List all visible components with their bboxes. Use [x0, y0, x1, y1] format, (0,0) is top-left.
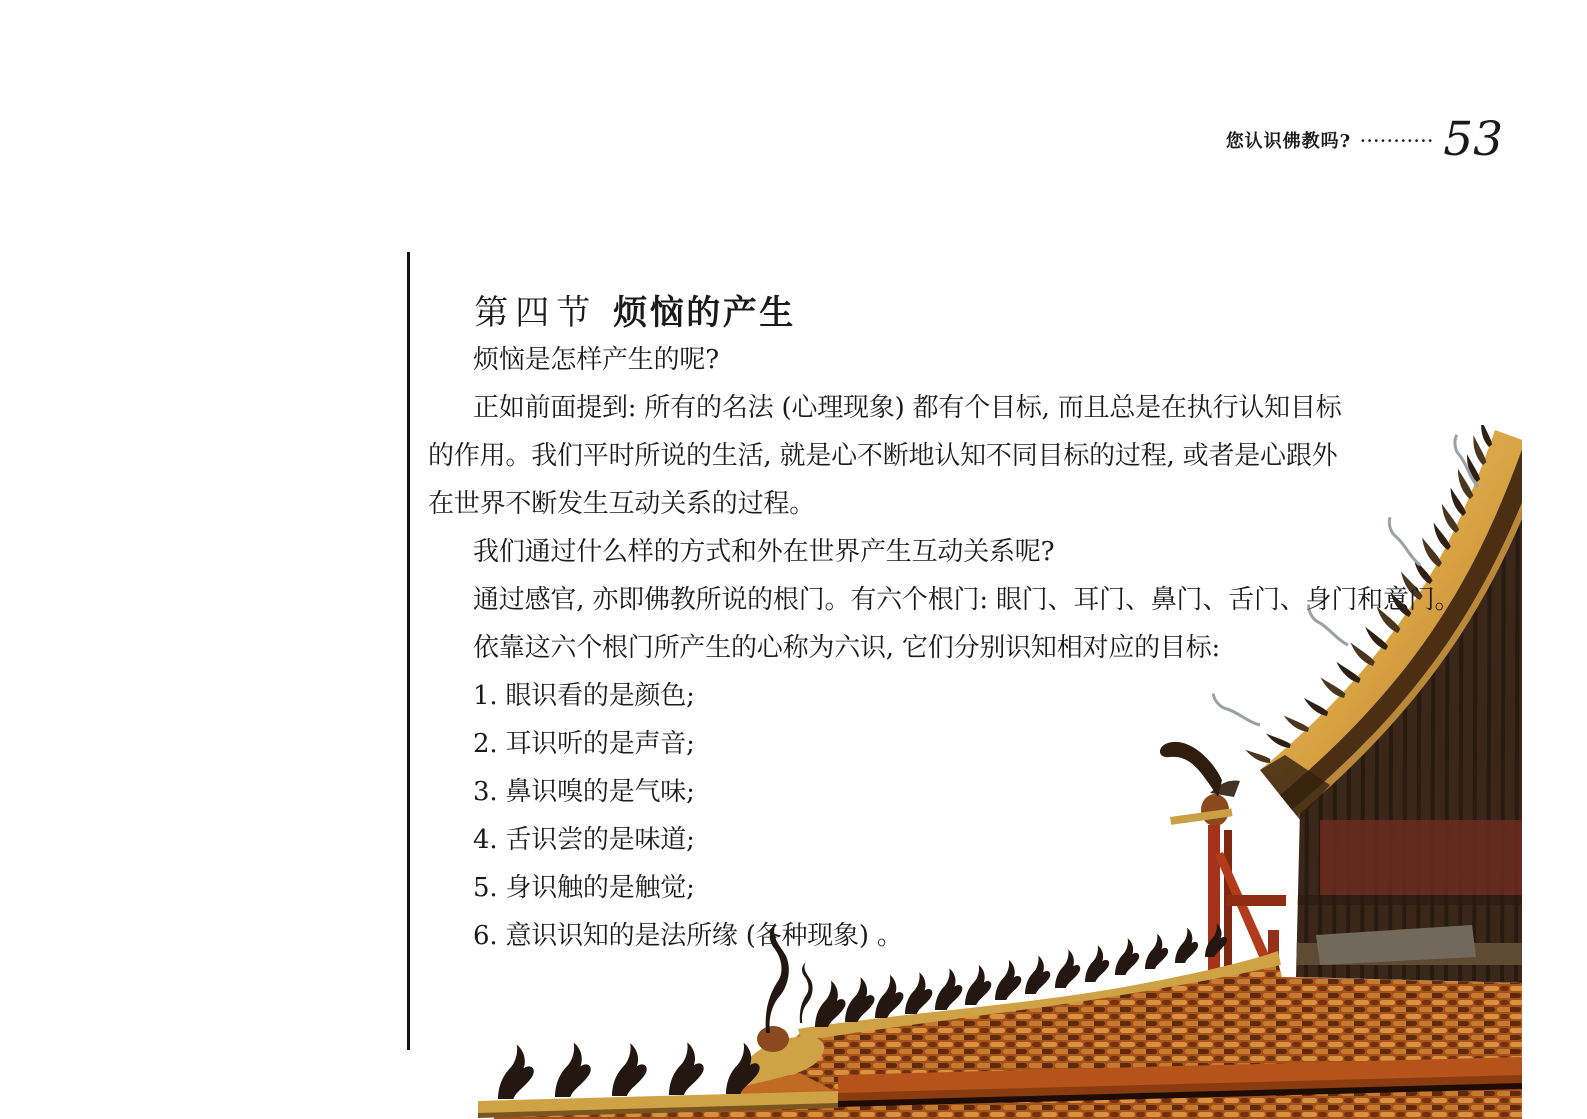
section-name: 烦恼的产生 [613, 293, 796, 333]
body-line: 6. 意识识知的是法所缘 (各种现象) 。 [473, 921, 903, 951]
body-line: 通过感官, 亦即佛教所说的根门。有六个根门: 眼门、耳门、鼻门、舌门、身门和意门。 [473, 585, 1461, 615]
running-head [1225, 112, 1503, 167]
section-rule [407, 252, 410, 1050]
body-line: 3. 鼻识嗅的是气味; [473, 777, 695, 807]
body-line: 在世界不断发生互动关系的过程。 [428, 489, 816, 519]
body-text [428, 336, 1460, 960]
body-line: 烦恼是怎样产生的呢? [473, 345, 719, 375]
body-line: 我们通过什么样的方式和外在世界产生互动关系呢? [473, 537, 1055, 567]
body-line: 2. 耳识听的是声音; [473, 729, 695, 759]
body-line: 依靠这六个根门所产生的心称为六识, 它们分别识知相对应的目标: [473, 633, 1221, 663]
body-line: 5. 身识触的是触觉; [473, 873, 695, 903]
body-line: 1. 眼识看的是颜色; [473, 681, 695, 711]
page-number: 53 [1443, 112, 1503, 167]
body-line: 的作用。我们平时所说的生活, 就是心不断地认知不同目标的过程, 或者是心跟外 [428, 441, 1338, 471]
leader-dots: ··········· [1360, 131, 1435, 150]
section-label: 第四节 [474, 293, 598, 333]
body-line: 正如前面提到: 所有的名法 (心理现象) 都有个目标, 而且总是在执行认知目标 [473, 393, 1342, 423]
running-title: 您认识佛教吗? [1225, 130, 1352, 152]
body-line: 4. 舌识尝的是味道; [473, 825, 695, 855]
